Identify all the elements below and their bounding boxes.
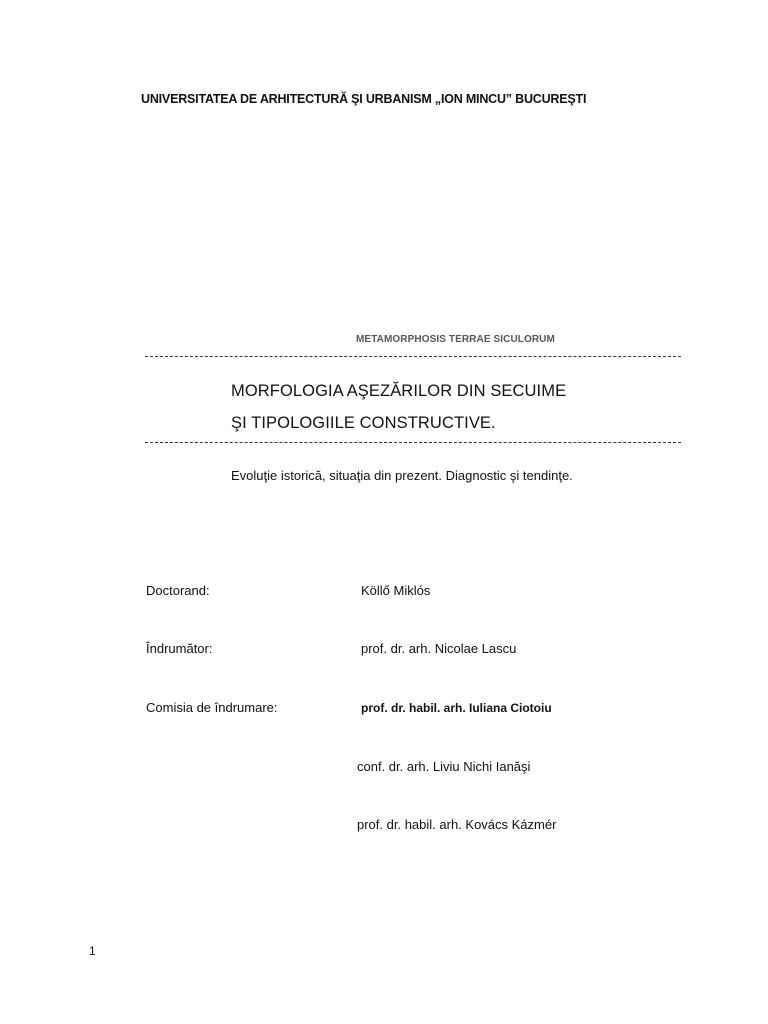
series-title: METAMORPHOSIS TERRAE SICULORUM bbox=[356, 334, 555, 345]
dashed-divider-bottom bbox=[145, 442, 681, 443]
doctorand-label: Doctorand: bbox=[146, 583, 210, 598]
comisia-member-1: prof. dr. habil. arh. Iuliana Ciotoiu bbox=[361, 701, 552, 715]
indrumator-label: Îndrumător: bbox=[146, 641, 213, 656]
thesis-title-line-1: MORFOLOGIA AŞEZĂRILOR DIN SECUIME bbox=[231, 382, 567, 400]
university-heading: UNIVERSITATEA DE ARHITECTURĂ ŞI URBANISM „ION MINCU” BUCUREŞTI bbox=[141, 92, 587, 106]
dashed-divider-top bbox=[145, 356, 681, 357]
comisia-member-3: prof. dr. habil. arh. Kovács Kázmér bbox=[357, 817, 557, 832]
thesis-title-line-2: ŞI TIPOLOGIILE CONSTRUCTIVE. bbox=[231, 414, 496, 432]
thesis-subtitle: Evoluţie istorică, situaţia din prezent. Diagnostic şi tendinţe. bbox=[231, 468, 573, 483]
doctorand-name: Köllő Miklós bbox=[361, 583, 431, 598]
indrumator-name: prof. dr. arh. Nicolae Lascu bbox=[361, 641, 517, 656]
page-number: 1 bbox=[89, 944, 96, 958]
comisia-member-2: conf. dr. arh. Liviu Nichi Ianăşi bbox=[357, 759, 531, 774]
comisia-label: Comisia de îndrumare: bbox=[146, 700, 278, 715]
